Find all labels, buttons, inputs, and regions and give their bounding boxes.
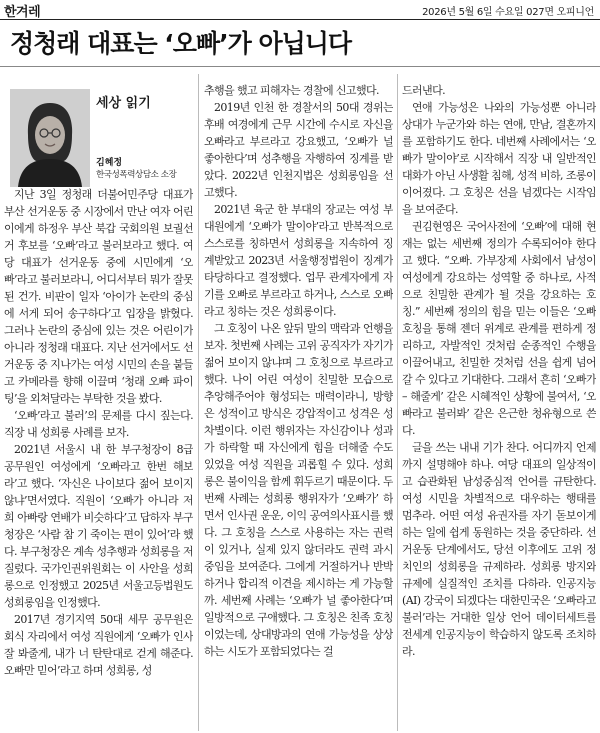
paragraph: 추행을 했고 피해자는 경찰에 신고했다. bbox=[204, 84, 379, 97]
body-column-2 bbox=[204, 82, 393, 731]
newspaper-logo: 한겨레 bbox=[4, 5, 41, 20]
body-column-1 bbox=[4, 186, 193, 731]
paragraph: 그 호칭이 나온 앞뒤 말의 맥락과 언행을 보자. 첫번째 사례는 고위 공직자가 자기가 젊어 보이지 않냐며 그 호칭으로 부르라고 했다. 나이 어린 여성이 친밀한 모습으로 추앙해주어야 형성되는 매력이라니, 방향은 성적이고 방식은 강압적이고 성격은 성차별이다. 이런 행위자는 자신감이나 성과가 하락할 때 자신에게 힘을 더해줄 수도 있었을 여성 직원을 괴롭힐 수 있다. 성희롱은 불이익을 함께 휘두르기 때문이다. 두번째 사례는 성희롱 행위자가 ‘오빠가’ 하면서 인사권 운운, 이익 공여의사표시를 했다. 그 호칭을 스스로 사용하는 자는 권력이 있거나, 실제 있지 않더라도 권력 과시 중임을 보여준다. 그에게 거절하거나 반박하거나 합리적 이견을 제시하는 게 가능할까. 세번째 사례는 ‘오빠가 널 좋아한다’며 일방적으로 구애했다. 그 호칭은 친족 호칭이었는데, 상대방과의 연애 가능성을 상상하는 시도가 포함되었다는 걸 bbox=[204, 322, 393, 658]
paragraph: ‘오빠’라고 불러’의 문제를 다시 짚는다. 직장 내 성희롱 사례를 보자. bbox=[4, 409, 193, 439]
author-portrait-icon bbox=[10, 89, 90, 187]
paragraph: 드러낸다. bbox=[402, 84, 446, 97]
paragraph: 연애 가능성은 나와의 가능성뿐 아니라 상대가 누군가와 하는 연애, 만남, 결혼까지를 포함하기도 한다. 네번째 사례에서는 ‘오빠가 말이야’로 시작해서 직장 내 일반적인 대화가 아닌 사생활 침해, 성적 비하, 조롱이 이어졌다. 그 호칭은 선을 넘겠다는 시작임을 보여준다. bbox=[402, 101, 596, 216]
headline: 정청래 대표는 ‘오빠’가 아닙니다 bbox=[10, 29, 352, 58]
column-divider bbox=[198, 74, 199, 731]
paragraph: 지난 3일 정청래 더불어민주당 대표가 부산 선거운동 중 시장에서 만난 여자 어린이에게 하정우 부산 북갑 국회의원 보궐선거 후보를 ‘오빠’라고 불러보라고 했다. 여당 대표가 선거운동 중에 시민에게 ‘오빠’라고 불러보라니, 어디서부터 뭐가 잘못된 건가. 비판이 일자 ‘아이가 논란의 중심에 서게 되어 송구하다’고 입장을 밝혔다. 그러나 논란의 중심에 있는 것은 어린이가 아니라 정청래 대표다. 지난 선거에서도 선거운동 중 지나가는 여성 시민의 손을 붙들고 카메라를 향해 이끌며 ‘청래 오빠 파이팅’을 외쳐달라는 부탁한 것을 봤다. bbox=[4, 188, 193, 405]
column-divider bbox=[397, 74, 398, 731]
body-column-3 bbox=[402, 82, 596, 731]
column-title: 세상 읽기 bbox=[96, 96, 151, 111]
paragraph: 2021년 서울시 내 한 부구청장이 8급 공무원인 여성에게 ‘오빠라고 한번 해보라’고 했다. ‘자신은 나이보다 젊어 보이지 않냐’면서였다. 직원이 ‘오빠가 아니라 저희 아빠랑 연배가 비슷하다’고 답하자 부구청장은 ‘사람 참 기 죽이는 편이 있어’라 했다. 부구청장은 계속 성추행과 성희롱을 저질렀다. 국가인권위원회는 이 사안을 성희롱으로 인정했고 2025년 서울고등법원도 성희롱임을 인정했다. bbox=[4, 443, 193, 609]
paragraph: 2017년 경기지역 50대 세무 공무원은 회식 자리에서 여성 직원에게 ‘오빠가 인사 잘 봐줄게, 내가 너 탄탄대로 걷게 해준다. 오빠만 믿어’라고 하며 성희롱, 성 bbox=[4, 613, 193, 677]
author-title: 한국성폭력상담소 소장 bbox=[96, 170, 177, 180]
masthead bbox=[0, 0, 600, 20]
paragraph: 2019년 인천 한 경찰서의 50대 경위는 후배 여경에게 근무 시간에 수시로 자신을 오빠라고 부르라고 강요했고, ‘오빠가 널 좋아한다’며 성추행을 자행하여 징계를 받았다. 2022년 인천지법은 성희롱임을 선고했다. bbox=[204, 101, 393, 199]
paragraph: 권김현영은 국어사전에 ‘오빠’에 대해 현재는 없는 세번째 정의가 수록되어야 한다고 했다. “오빠. 가부장제 사회에서 남성이 여성에게 강요하는 성역할 중 하나로, 사적으로 친밀한 관계가 될 것을 강요하는 호칭.” 세번째 정의의 힘을 믿는 이들은 ‘오빠 호칭을 통해 젠더 위계로 관계를 편하게 정리하고, 자발적인 것처럼 순종적인 수행을 이끌어내고, 친밀한 것처럼 선을 쉽게 넘어갈 수 있다고 기대한다. 그래서 흔히 ‘오빠가 – 해줄게’ 같은 시혜적인 상황에 불여서, ‘오빠라고 불러봐’ 같은 은근한 청유형으로 쓴다. bbox=[402, 220, 596, 437]
headline-divider bbox=[0, 66, 600, 67]
dateline: 2026년 5월 6일 수요일 027면 오피니언 bbox=[422, 7, 594, 18]
paragraph: 글을 쓰는 내내 기가 찬다. 어디까지 언제까지 설명해야 하나. 여당 대표의 일상적이고 습관화된 남성중심적 언어를 규탄한다. 여성 시민을 차별적으로 대우하는 행태를 멈추라. 어떤 여성 유권자를 자기 돋보이게 하는 일에 쉽게 동원하는 것을 중단하라. 선거운동 단계에서도, 당선 이후에도 고위 정치인의 성희롱을 규제하라. 성희롱 방지와 규제에 실질적인 조치를 다하라. 인공지능(AI) 강국이 되겠다는 대한민국은 ‘오빠라고 불러’라는 거대한 일상 언어 데이터세트를 전세계 인공지능이 학습하지 않도록 조치하라. bbox=[402, 441, 596, 658]
author-photo bbox=[10, 89, 90, 187]
author-name: 김혜정 bbox=[96, 158, 123, 168]
paragraph: 2021년 육군 한 부대의 장교는 여성 부대원에게 ‘오빠가 말이야’라고 반복적으로 스스로를 칭하면서 성희롱을 지속하여 징계받았고 2023년 서울행정법원이 징계가 타당하다고 결정했다. 업무 관계자에게 자기를 오빠로 부르라고 하거나, 스스로 오빠라고 칭하는 것은 성희롱이다. bbox=[204, 203, 393, 318]
